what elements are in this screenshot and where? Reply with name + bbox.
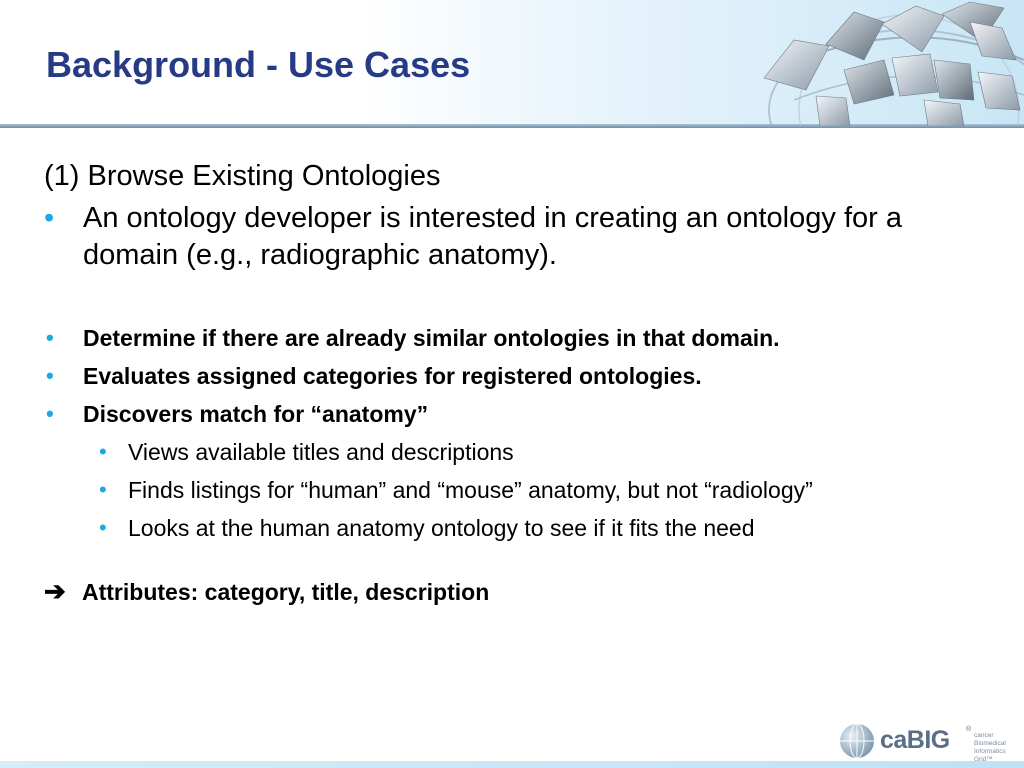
bold-bullet-item — [44, 400, 994, 428]
bullet-icon: • — [46, 363, 54, 388]
bullet-icon: • — [99, 515, 107, 540]
bullet-item — [44, 200, 994, 274]
sub-bullet-text: Looks at the human anatomy ontology to see if it fits the need — [128, 515, 755, 541]
slide-title: Background - Use Cases — [46, 44, 471, 85]
bullet-text: Discovers match for “anatomy” — [83, 401, 429, 427]
bullet-icon: • — [46, 325, 54, 350]
spacer — [44, 274, 994, 314]
bullet-icon: • — [99, 439, 107, 464]
arrow-right-icon: ➔ — [44, 576, 66, 606]
conclusion-line — [44, 578, 994, 606]
bold-bullet-item — [44, 362, 994, 390]
footer-bar — [0, 761, 1024, 768]
bullet-icon: • — [99, 477, 107, 502]
sub-bullet-text: Views available titles and descriptions — [128, 439, 514, 465]
bullet-text: Determine if there are already similar ontologies in that domain. — [83, 325, 780, 351]
cabig-logo — [838, 720, 1018, 762]
logo-tagline: cancer Biomedical Informatics Grid™ — [974, 732, 1006, 763]
spacer — [44, 542, 994, 578]
bold-bullet-item — [44, 324, 994, 352]
globe-banner-icon — [734, 0, 1024, 126]
section-heading: (1) Browse Existing Ontologies — [44, 160, 441, 192]
bullet-text: An ontology developer is interested in creating an ontology for a domain (e.g., radiographic anatomy). — [83, 202, 902, 271]
conclusion-text: Attributes: category, title, description — [82, 579, 490, 605]
bullet-icon: • — [44, 202, 55, 234]
sub-bullet-item — [44, 476, 994, 504]
logo-wordmark: caBIG — [880, 726, 950, 754]
sub-bullet-item — [44, 438, 994, 466]
logo-trademark: ® — [966, 726, 972, 733]
sub-bullet-item — [44, 514, 994, 542]
bullet-text: Evaluates assigned categories for registered ontologies. — [83, 363, 702, 389]
logo-globe-icon — [838, 722, 876, 760]
sub-bullet-text: Finds listings for “human” and “mouse” anatomy, but not “radiology” — [128, 477, 813, 503]
slide-body — [44, 158, 994, 606]
bullet-icon: • — [46, 401, 54, 426]
